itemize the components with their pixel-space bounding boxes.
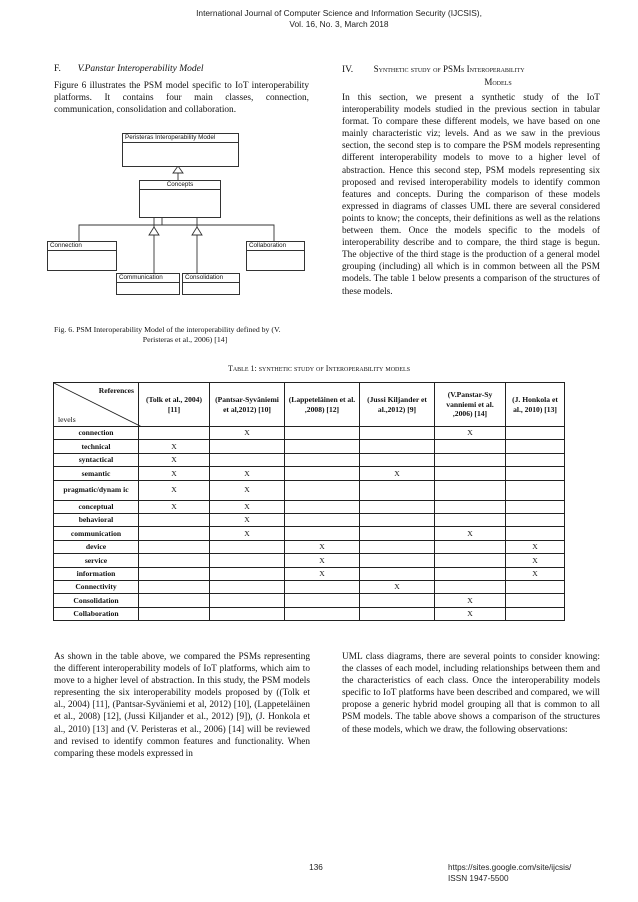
table-cell	[139, 554, 210, 567]
table-cell	[285, 467, 360, 480]
table-row-level: behavioral	[54, 513, 139, 526]
table-row	[54, 527, 565, 540]
table-1-body	[54, 427, 565, 621]
table-cell	[360, 540, 435, 553]
table-cell	[210, 607, 285, 620]
table-row	[54, 540, 565, 553]
table-cell	[506, 607, 565, 620]
table-cell	[285, 607, 360, 620]
table-cell: X	[360, 467, 435, 480]
section-iv-number: IV.	[342, 65, 354, 75]
table-cell: X	[285, 554, 360, 567]
table-1-container	[53, 382, 565, 621]
table-cell	[506, 513, 565, 526]
uml-class-connection	[47, 241, 117, 271]
table-1-caption: Table 1: synthetic study of Interoperability models	[227, 364, 411, 373]
table-cell	[139, 607, 210, 620]
table-cell: X	[210, 427, 285, 440]
table-col-header: (Jussi Kiljander et al.,2012) [9]	[360, 383, 435, 427]
table-corner-cell	[54, 383, 139, 427]
table-cell	[506, 500, 565, 513]
section-iv-heading	[342, 63, 604, 88]
table-corner-levels: levels	[58, 414, 76, 424]
table-cell: X	[210, 527, 285, 540]
table-cell	[435, 554, 506, 567]
table-cell	[360, 500, 435, 513]
table-cell	[285, 594, 360, 607]
table-cell	[360, 554, 435, 567]
table-cell: X	[435, 607, 506, 620]
table-cell	[139, 540, 210, 553]
table-row-level: information	[54, 567, 139, 580]
table-row	[54, 440, 565, 453]
table-cell: X	[210, 500, 285, 513]
table-cell: X	[210, 480, 285, 500]
table-row	[54, 567, 565, 580]
table-row-level: service	[54, 554, 139, 567]
journal-volume: Vol. 16, No. 3, March 2018	[289, 19, 389, 29]
table-cell	[506, 427, 565, 440]
table-1	[53, 382, 565, 621]
table-cell	[285, 427, 360, 440]
table-col-header: (Tolk et al., 2004) [11]	[139, 383, 210, 427]
table-col-header: (V.Panstar-Sy vanniemi et al. ,2006) [14]	[435, 383, 506, 427]
table-cell: X	[360, 580, 435, 593]
table-cell: X	[506, 554, 565, 567]
table-cell	[210, 567, 285, 580]
uml-class-consolidation-name: Consolidation	[183, 274, 239, 283]
table-row	[54, 480, 565, 500]
table-cell	[360, 567, 435, 580]
table-cell	[210, 440, 285, 453]
table-cell	[210, 540, 285, 553]
table-cell	[139, 567, 210, 580]
table-cell	[435, 513, 506, 526]
table-header-row	[54, 383, 565, 427]
table-cell	[285, 440, 360, 453]
table-cell: X	[285, 567, 360, 580]
table-cell: X	[506, 540, 565, 553]
table-cell	[360, 480, 435, 500]
uml-class-concepts	[139, 180, 221, 218]
uml-class-consolidation	[182, 273, 240, 295]
table-cell: X	[139, 467, 210, 480]
table-cell: X	[210, 467, 285, 480]
section-f-heading	[54, 63, 314, 75]
journal-name: International Journal of Computer Science and Information Security (IJCSIS),	[196, 8, 482, 18]
uml-class-peristeras	[122, 133, 239, 167]
section-f-title: V.Panstar Interoperability Model	[77, 64, 204, 74]
table-cell	[139, 594, 210, 607]
table-cell: X	[506, 567, 565, 580]
uml-class-collaboration-name: Collaboration	[247, 242, 304, 251]
section-f-number: F.	[54, 64, 61, 74]
table-col-header: (J. Honkola et al., 2010) [13]	[506, 383, 565, 427]
table-cell	[139, 513, 210, 526]
table-cell	[506, 440, 565, 453]
table-cell	[506, 527, 565, 540]
table-cell	[139, 527, 210, 540]
table-cell	[435, 480, 506, 500]
table-cell	[210, 554, 285, 567]
uml-class-communication	[116, 273, 180, 295]
footer-issn: ISSN 1947-5500	[448, 874, 509, 883]
table-cell	[506, 467, 565, 480]
section-iv-title-line2: Models	[484, 77, 512, 87]
table-row-level: Connectivity	[54, 580, 139, 593]
table-row-level: communication	[54, 527, 139, 540]
table-cell: X	[139, 440, 210, 453]
table-row	[54, 580, 565, 593]
table-cell: X	[139, 480, 210, 500]
table-cell	[285, 500, 360, 513]
section-f-intro: Figure 6 illustrates the PSM model specific to IoT interoperability platforms. It contains four main classes, connection, communication, consolidation and collaboration.	[54, 81, 309, 116]
table-row-level: technical	[54, 440, 139, 453]
uml-class-communication-name: Communication	[117, 274, 179, 283]
running-header	[0, 8, 638, 30]
table-row	[54, 607, 565, 620]
section-iv-title-line1: Synthetic study of PSMs Interoperability	[373, 64, 525, 74]
table-cell	[360, 427, 435, 440]
table-cell	[435, 467, 506, 480]
page-number: 136	[309, 863, 323, 872]
table-cell	[435, 440, 506, 453]
table-cell: X	[139, 500, 210, 513]
table-cell	[210, 594, 285, 607]
table-cell	[506, 453, 565, 466]
table-cell	[435, 567, 506, 580]
table-corner-references: References	[98, 386, 134, 395]
figure-6-caption	[54, 325, 316, 345]
table-row	[54, 554, 565, 567]
figure-6-caption-line1: Fig. 6. PSM Interoperability Model of the interoperability defined by (V.	[54, 325, 281, 334]
table-cell	[285, 527, 360, 540]
uml-class-connection-name: Connection	[48, 242, 116, 251]
table-cell	[435, 540, 506, 553]
uml-class-concepts-name: Concepts	[140, 181, 220, 190]
table-cell	[285, 480, 360, 500]
table-cell	[360, 440, 435, 453]
table-cell	[360, 527, 435, 540]
table-row-level: device	[54, 540, 139, 553]
table-row	[54, 427, 565, 440]
figure-6-caption-line2: Peristeras et al., 2006) [14]	[142, 335, 228, 344]
table-cell	[360, 607, 435, 620]
table-cell	[506, 580, 565, 593]
table-cell	[285, 580, 360, 593]
table-row-level: semantic	[54, 467, 139, 480]
table-row-level: Collaboration	[54, 607, 139, 620]
table-cell	[285, 513, 360, 526]
table-cell	[360, 513, 435, 526]
footer-url: https://sites.google.com/site/ijcsis/	[448, 863, 572, 872]
table-cell	[210, 453, 285, 466]
table-cell	[506, 480, 565, 500]
table-row-level: pragmatic/dynam ic	[54, 480, 139, 500]
uml-class-collaboration	[246, 241, 305, 271]
table-cell: X	[139, 453, 210, 466]
table-row	[54, 594, 565, 607]
table-cell	[435, 580, 506, 593]
table-col-header: (Lappeteläinen et al. ,2008) [12]	[285, 383, 360, 427]
bottom-right-paragraph: UML class diagrams, there are several points to consider knowing: the classes of each model, including relationships between them and the characteristics of each class. Once the interoperability models specific to IoT platforms have been described and compared, we will propose a generic hybrid model grouping all that is common to all PSM models. The table above shows a comparison of the structures of these models, which we draw, the following observations:	[342, 652, 600, 735]
table-row	[54, 453, 565, 466]
table-cell: X	[435, 427, 506, 440]
table-cell	[210, 580, 285, 593]
table-row-level: Consolidation	[54, 594, 139, 607]
section-iv-paragraph: In this section, we present a synthetic study of the IoT interoperability models studied in the previous section in tabular format. To compare these different models, we have based on one mainly characteristic viz; levels. And as we saw in the previous section, the second step is to compare the PSM models representing different interoperability models to move to a higher level of abstraction. Hence this second step, PSM models representing six proposed and revised interoperability models to identify common features and concepts. During the comparison of these models expressed in diagrams of classes UML there are several considered points to know; the concepts, their definitions as well as the relations between them. Once the models specific to the models of interoperability describe and to compare, the third stage is begun. The objective of the third stage is the production of a general model grouping (including) all which is in common between all the PSM models. The table 1 below presents a comparison of the structures of these models.	[342, 93, 600, 297]
figure-6-uml-diagram	[44, 133, 306, 295]
table-cell	[360, 453, 435, 466]
bottom-left-paragraph: As shown in the table above, we compared the PSMs representing the different interoperability models of IoT platforms, which aim to move to a higher level of abstraction. In this study, the PSM models representing the six interoperability models proposed by ((Tolk et al., 2004) [11], (Pantsar-Syväniemi et al, 2012) [10], (Lappeteläinen et al., 2008) [12], (Jussi Kiljander et al., 2012) [9]), (J. Honkola et al., 2010) [13] and (V. Peristeras et al., 2006) [14] will be reviewed and revised to identify common features and functionality. When comparing these models expressed in	[54, 652, 310, 759]
table-cell	[139, 427, 210, 440]
table-row	[54, 500, 565, 513]
table-row-level: connection	[54, 427, 139, 440]
table-cell	[360, 594, 435, 607]
table-cell: X	[435, 527, 506, 540]
uml-class-peristeras-name: Peristeras Interoperability Model	[123, 134, 238, 143]
footer-links	[448, 862, 608, 884]
table-cell: X	[210, 513, 285, 526]
table-col-header: (Pantsar-Syväniemi et al,2012) [10]	[210, 383, 285, 427]
table-cell	[435, 453, 506, 466]
table-cell	[506, 594, 565, 607]
table-cell: X	[435, 594, 506, 607]
table-cell	[139, 580, 210, 593]
table-row	[54, 467, 565, 480]
table-cell: X	[285, 540, 360, 553]
table-row-level: conceptual	[54, 500, 139, 513]
table-row	[54, 513, 565, 526]
table-cell	[435, 500, 506, 513]
table-cell	[285, 453, 360, 466]
table-row-level: syntactical	[54, 453, 139, 466]
